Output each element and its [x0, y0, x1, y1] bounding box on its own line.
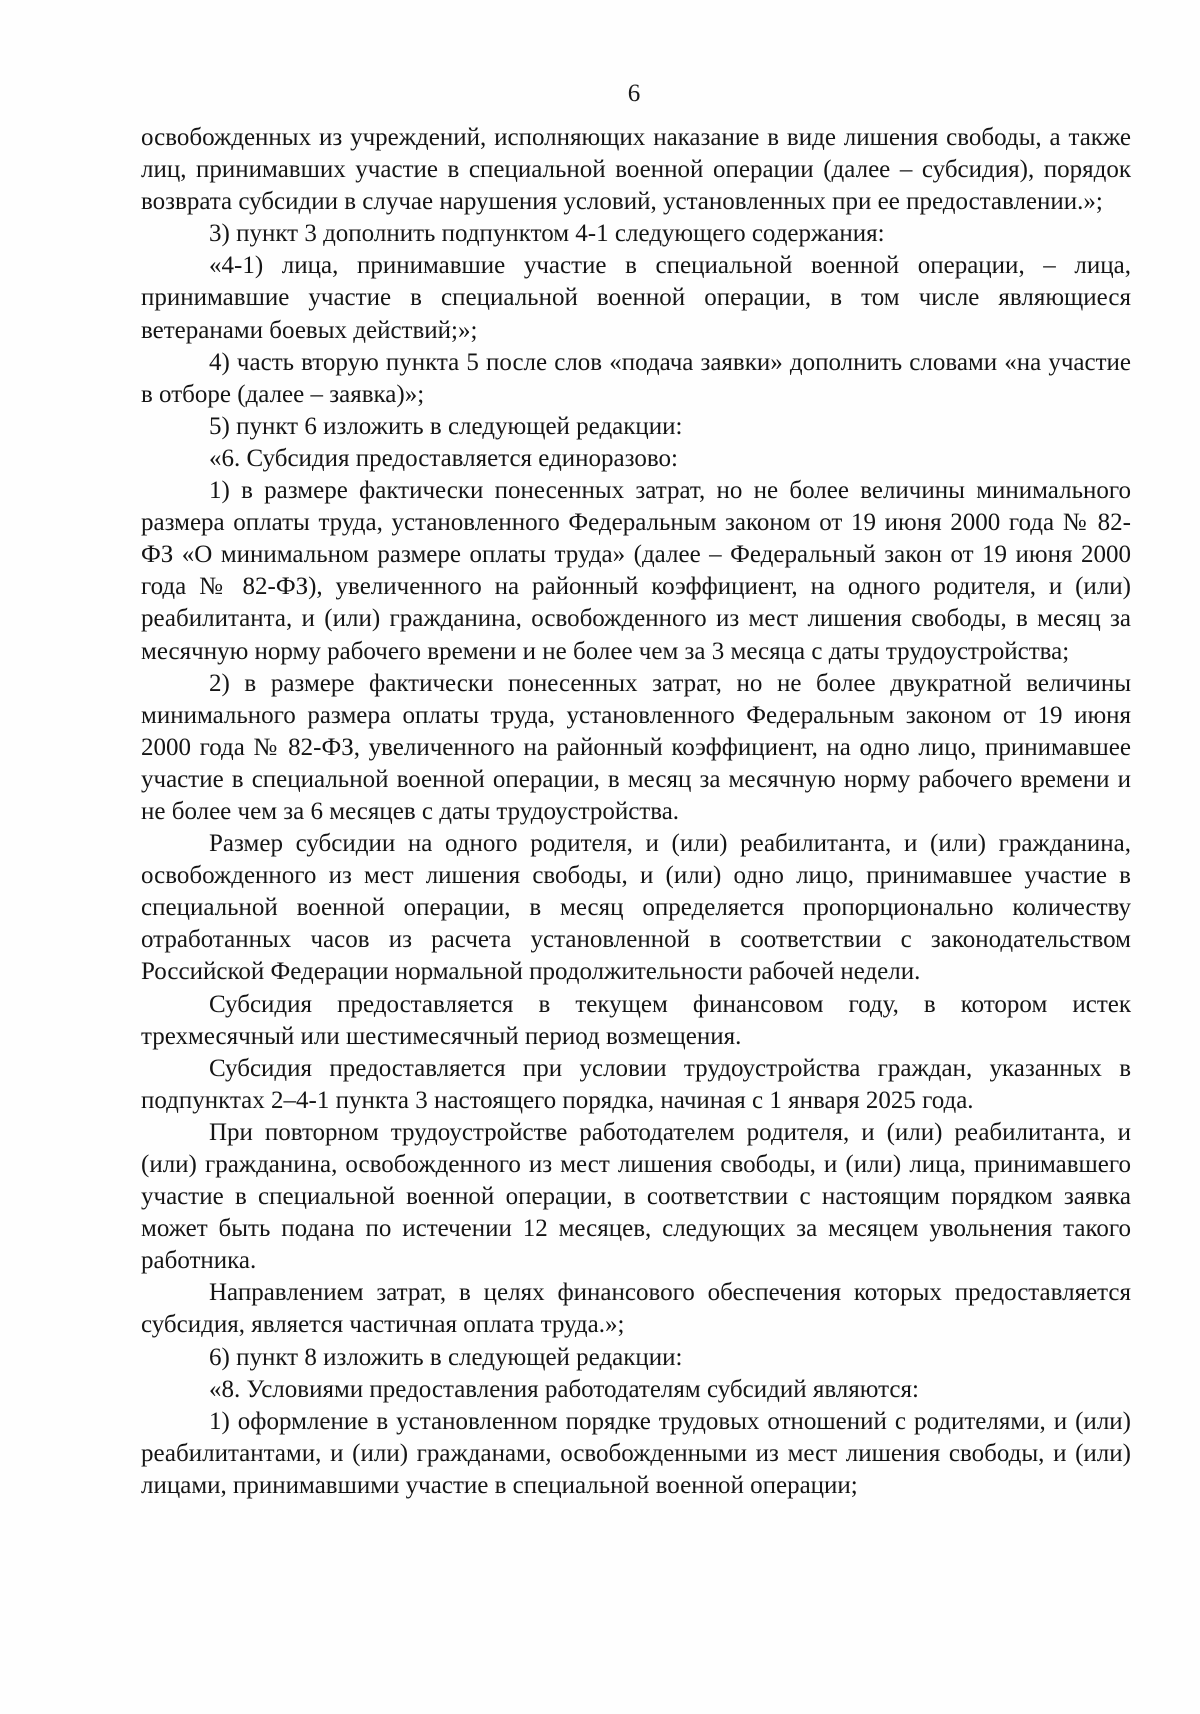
paragraph-clause-8-1: 1) оформление в установленном порядке трудовых отношений с родителями, и (или) реабилитантами, и (или) гражданами, освобожденными из мест лишения свободы, и (или) лицами, принимавшими участие в специальной военной операции; — [141, 1407, 1131, 1499]
paragraph-cost-direction: Направлением затрат, в целях финансового обеспечения которых предоставляется субсидия, является частичная оплата труда.»; — [141, 1279, 1131, 1339]
paragraph-subitem-4-1: «4-1) лица, принимавшие участие в специальной военной операции, – лица, принимавшие участие в специальной военной операции, в том числе являющиеся ветеранами боевых действий;»; — [141, 252, 1131, 344]
paragraph-subsidy-condition: Субсидия предоставляется при условии трудоустройства граждан, указанных в подпунктах 2–4-1 пункта 3 настоящего порядка, начиная с 1 января 2025 года. — [141, 1054, 1131, 1114]
paragraph-continuation: освобожденных из учреждений, исполняющих наказание в виде лишения свободы, а также лиц, принимавших участие в специальной военной операции (далее – субсидия), порядок возврата субсидии в случае нарушения условий, установленных при ее предоставлении.»; — [141, 124, 1131, 216]
paragraph-clause-6: «6. Субсидия предоставляется единоразово: — [209, 444, 678, 472]
paragraph-clause-8: «8. Условиями предоставления работодателям субсидий являются: — [209, 1375, 919, 1403]
paragraph-subsidy-year: Субсидия предоставляется в текущем финансовом году, в котором истек трехмесячный или шестимесячный период возмещения. — [141, 990, 1131, 1050]
paragraph-clause-6-1: 1) в размере фактически понесенных затрат, но не более величины минимального размера оплаты труда, установленного Федеральным законом от 19 июня 2000 года № 82-ФЗ «О минимальном размере оплаты труда» (далее – Федеральный закон от 19 июня 2000 года № 82-ФЗ), увеличенного на районный коэффициент, на одного родителя, и (или) реабилитанта, и (или) гражданина, освобожденного из мест лишения свободы, в месяц за месячную норму рабочего времени и не более чем за 3 месяца с даты трудоустройства; — [141, 477, 1131, 665]
paragraph-clause-6-2: 2) в размере фактически понесенных затрат, но не более двукратной величины минимального размера оплаты труда, установленного Федеральным законом от 19 июня 2000 года № 82-ФЗ, увеличенного на районный коэффициент, на одно лицо, принимавшее участие в специальной военной операции, в месяц за месячную норму рабочего времени и не более чем за 6 месяцев с даты трудоустройства. — [141, 669, 1131, 825]
paragraph-item-3: 3) пункт 3 дополнить подпунктом 4-1 следующего содержания: — [209, 220, 885, 248]
paragraph-item-6: 6) пункт 8 изложить в следующей редакции: — [209, 1343, 683, 1371]
document-body — [141, 122, 1131, 1502]
paragraph-subsidy-size: Размер субсидии на одного родителя, и (или) реабилитанта, и (или) гражданина, освобожденного из мест лишения свободы, и (или) одно лицо, принимавшее участие в специальной военной операции, в месяц определяется пропорционально количеству отработанных часов из расчета установленной в соответствии с законодательством Российской Федерации нормальной продолжительности рабочей недели. — [141, 830, 1131, 986]
page-number: 6 — [627, 80, 641, 107]
paragraph-repeat-employment: При повторном трудоустройстве работодателем родителя, и (или) реабилитанта, и (или) гражданина, освобожденного из мест лишения свободы, и (или) лица, принимавшего участие в специальной военной операции, в соответствии с настоящим порядком заявка может быть подана по истечении 12 месяцев, следующих за месяцем увольнения такого работника. — [141, 1118, 1131, 1275]
paragraph-item-5: 5) пункт 6 изложить в следующей редакции: — [209, 412, 683, 440]
paragraph-item-4: 4) часть вторую пункта 5 после слов «подача заявки» дополнить словами «на участие в отборе (далее – заявка)»; — [141, 348, 1131, 408]
